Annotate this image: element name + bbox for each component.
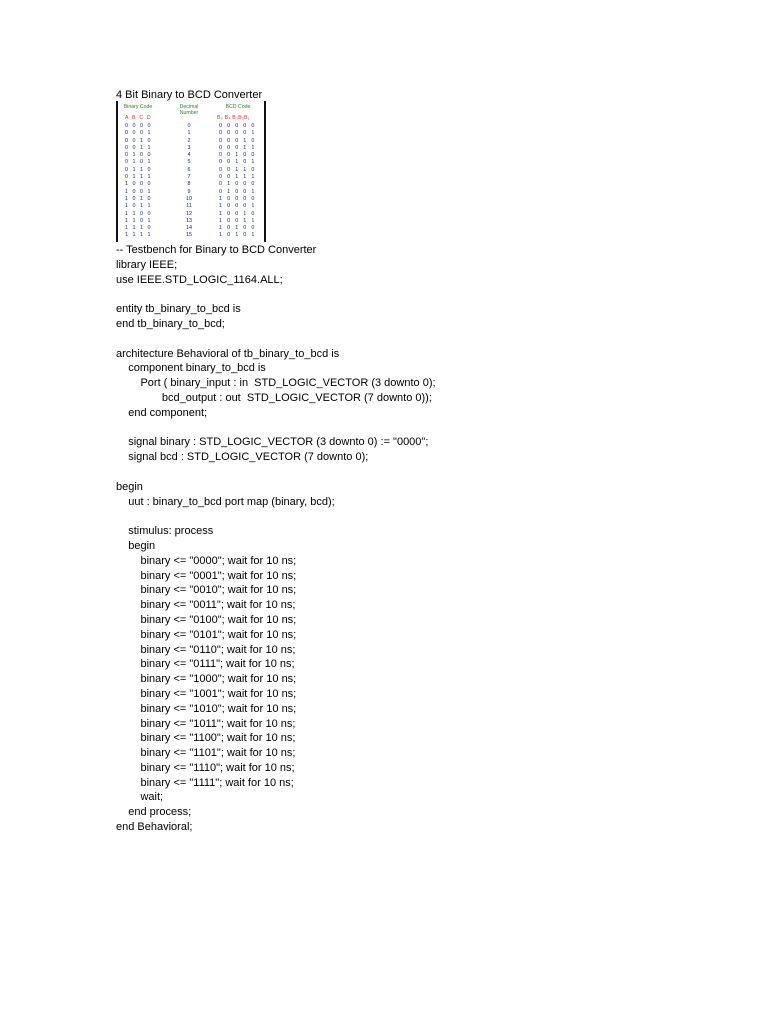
table-row <box>118 145 264 152</box>
table-row <box>118 196 264 203</box>
decimal-value: 2 <box>187 137 191 144</box>
decimal-value: 8 <box>187 181 191 188</box>
code-line: binary <= "0011"; wait for 10 ns; <box>116 599 296 612</box>
table-row <box>118 203 264 210</box>
code-line: entity tb_binary_to_bcd is <box>116 303 241 316</box>
table-row <box>118 189 264 196</box>
code-line: binary <= "1110"; wait for 10 ns; <box>116 761 295 774</box>
code-line: end process; <box>116 806 192 819</box>
code-line: binary <= "0111"; wait for 10 ns; <box>116 658 295 671</box>
table-row <box>118 232 264 239</box>
code-line: -- Testbench for Binary to BCD Converter <box>116 244 317 256</box>
binary-bit-labels: A B C D <box>125 115 152 121</box>
binary-value: 1 1 1 1 <box>125 232 152 239</box>
code-line: end component; <box>116 406 208 419</box>
binary-value: 0 0 0 0 <box>125 123 152 129</box>
code-line: binary <= "1100"; wait for 10 ns; <box>116 732 296 745</box>
code-line: binary <= "1111"; wait for 10 ns; <box>116 776 294 789</box>
binary-value: 0 1 1 0 <box>125 166 152 173</box>
code-line: binary <= "0010"; wait for 10 ns; <box>116 584 297 597</box>
code-line: bcd_output : out STD_LOGIC_VECTOR (7 downto 0)); <box>116 391 432 404</box>
bcd-value: 0 0 1 0 1 <box>219 159 257 166</box>
decimal-header-line1: Decimal <box>179 104 199 110</box>
code-line: begin <box>116 539 156 552</box>
code-line <box>116 509 436 524</box>
table-row <box>118 130 264 137</box>
code-line: end Behavioral; <box>116 821 193 834</box>
binary-value: 0 1 0 0 <box>125 152 152 159</box>
binary-value: 1 1 0 0 <box>125 210 152 217</box>
table-row <box>118 167 264 174</box>
document-title: 4 Bit Binary to BCD Converter <box>116 89 263 101</box>
bcd-value: 0 0 0 0 1 <box>219 130 257 137</box>
code-line: library IEEE; <box>116 258 178 271</box>
decimal-value: 10 <box>186 195 192 202</box>
code-line: signal binary : STD_LOGIC_VECTOR (3 downto 0) := "0000"; <box>116 436 429 449</box>
bcd-value: 0 0 0 0 0 <box>219 123 257 129</box>
binary-value: 1 0 1 1 <box>125 203 152 210</box>
decimal-value: 4 <box>187 152 191 159</box>
table-row <box>118 218 264 225</box>
decimal-header-line2: Number <box>179 110 199 116</box>
bcd-value: 1 0 0 1 0 <box>219 210 257 217</box>
decimal-value: 11 <box>186 203 192 210</box>
decimal-value: 15 <box>186 232 192 239</box>
code-line: architecture Behavioral of tb_binary_to_bcd is <box>116 347 340 360</box>
table-row <box>118 159 264 166</box>
code-line: begin <box>116 480 143 493</box>
code-line: binary <= "0100"; wait for 10 ns; <box>116 613 297 626</box>
code-line: binary <= "1000"; wait for 10 ns; <box>116 673 297 686</box>
table-row <box>118 152 264 159</box>
binary-value: 1 0 0 1 <box>125 188 152 195</box>
vhdl-code-block <box>116 243 436 835</box>
binary-bcd-table <box>116 101 266 242</box>
binary-value: 0 1 0 1 <box>125 159 152 166</box>
code-line: use IEEE.STD_LOGIC_1164.ALL; <box>116 273 283 286</box>
bcd-value: 1 0 1 0 1 <box>219 232 257 239</box>
decimal-value: 5 <box>187 159 191 166</box>
table-row <box>118 123 264 130</box>
bcd-code-header <box>216 104 260 110</box>
binary-value: 0 0 0 1 <box>125 130 152 137</box>
bcd-value: 0 1 0 0 1 <box>219 188 257 195</box>
binary-value: 1 0 1 0 <box>125 195 152 202</box>
binary-value: 1 0 0 0 <box>125 181 152 188</box>
code-line: end tb_binary_to_bcd; <box>116 317 225 330</box>
code-line <box>116 465 436 480</box>
bcd-value: 0 0 1 0 0 <box>219 152 257 159</box>
bcd-value: 1 0 0 0 0 <box>219 195 257 202</box>
code-line <box>116 332 436 347</box>
code-line: binary <= "1010"; wait for 10 ns; <box>116 702 297 715</box>
binary-value: 0 0 1 0 <box>125 137 152 144</box>
code-line: binary <= "1011"; wait for 10 ns; <box>116 717 296 730</box>
decimal-value: 12 <box>186 210 192 217</box>
code-line: uut : binary_to_bcd port map (binary, bcd); <box>116 495 335 508</box>
binary-code-header <box>120 104 156 110</box>
table-rows <box>118 123 264 240</box>
table-row <box>118 181 264 188</box>
code-line: wait; <box>116 791 164 804</box>
code-line <box>116 421 436 436</box>
code-line: stimulus: process <box>116 525 214 538</box>
bcd-value: 0 0 1 1 1 <box>219 174 257 181</box>
code-line: component binary_to_bcd is <box>116 362 266 375</box>
decimal-value: 1 <box>187 130 191 137</box>
bcd-value: 1 0 0 0 1 <box>219 203 257 210</box>
bcd-value: 0 0 0 1 0 <box>219 137 257 144</box>
binary-value: 0 0 1 1 <box>125 144 152 151</box>
decimal-value: 6 <box>187 166 191 173</box>
table-row <box>118 211 264 218</box>
decimal-value: 3 <box>187 144 191 151</box>
bcd-value: 1 0 1 0 0 <box>219 225 257 232</box>
code-line: binary <= "0000"; wait for 10 ns; <box>116 554 297 567</box>
binary-code-header-line1: Binary Code <box>123 104 153 110</box>
binary-value: 1 1 0 1 <box>125 217 152 224</box>
bcd-value: 0 0 1 1 0 <box>219 166 257 173</box>
decimal-value: 13 <box>186 217 192 224</box>
bcd-value: 0 0 0 1 1 <box>219 144 257 151</box>
table-row <box>118 138 264 145</box>
bcd-bit-labels: B₀ B₄ B₃B₂B₁ <box>217 115 250 121</box>
binary-value: 1 1 1 0 <box>125 225 152 232</box>
decimal-number-header <box>174 104 204 116</box>
code-line: signal bcd : STD_LOGIC_VECTOR (7 downto 0); <box>116 451 369 464</box>
code-line: binary <= "0001"; wait for 10 ns; <box>116 569 297 582</box>
code-line: Port ( binary_input : in STD_LOGIC_VECTOR (3 downto 0); <box>116 377 436 390</box>
code-line: binary <= "0101"; wait for 10 ns; <box>116 628 297 641</box>
table-row <box>118 174 264 181</box>
decimal-value: 14 <box>186 225 192 232</box>
code-line: binary <= "0110"; wait for 10 ns; <box>116 643 296 656</box>
code-line: binary <= "1101"; wait for 10 ns; <box>116 747 296 760</box>
bcd-value: 1 0 0 1 1 <box>219 217 257 224</box>
decimal-value: 9 <box>187 188 191 195</box>
binary-value: 0 1 1 1 <box>125 174 152 181</box>
decimal-value: 0 <box>187 123 191 129</box>
table-row <box>118 225 264 232</box>
bcd-header-line1: BCD Code <box>225 104 251 110</box>
code-line <box>116 287 436 302</box>
code-line: binary <= "1001"; wait for 10 ns; <box>116 687 297 700</box>
bcd-value: 0 1 0 0 0 <box>219 181 257 188</box>
decimal-value: 7 <box>187 174 191 181</box>
